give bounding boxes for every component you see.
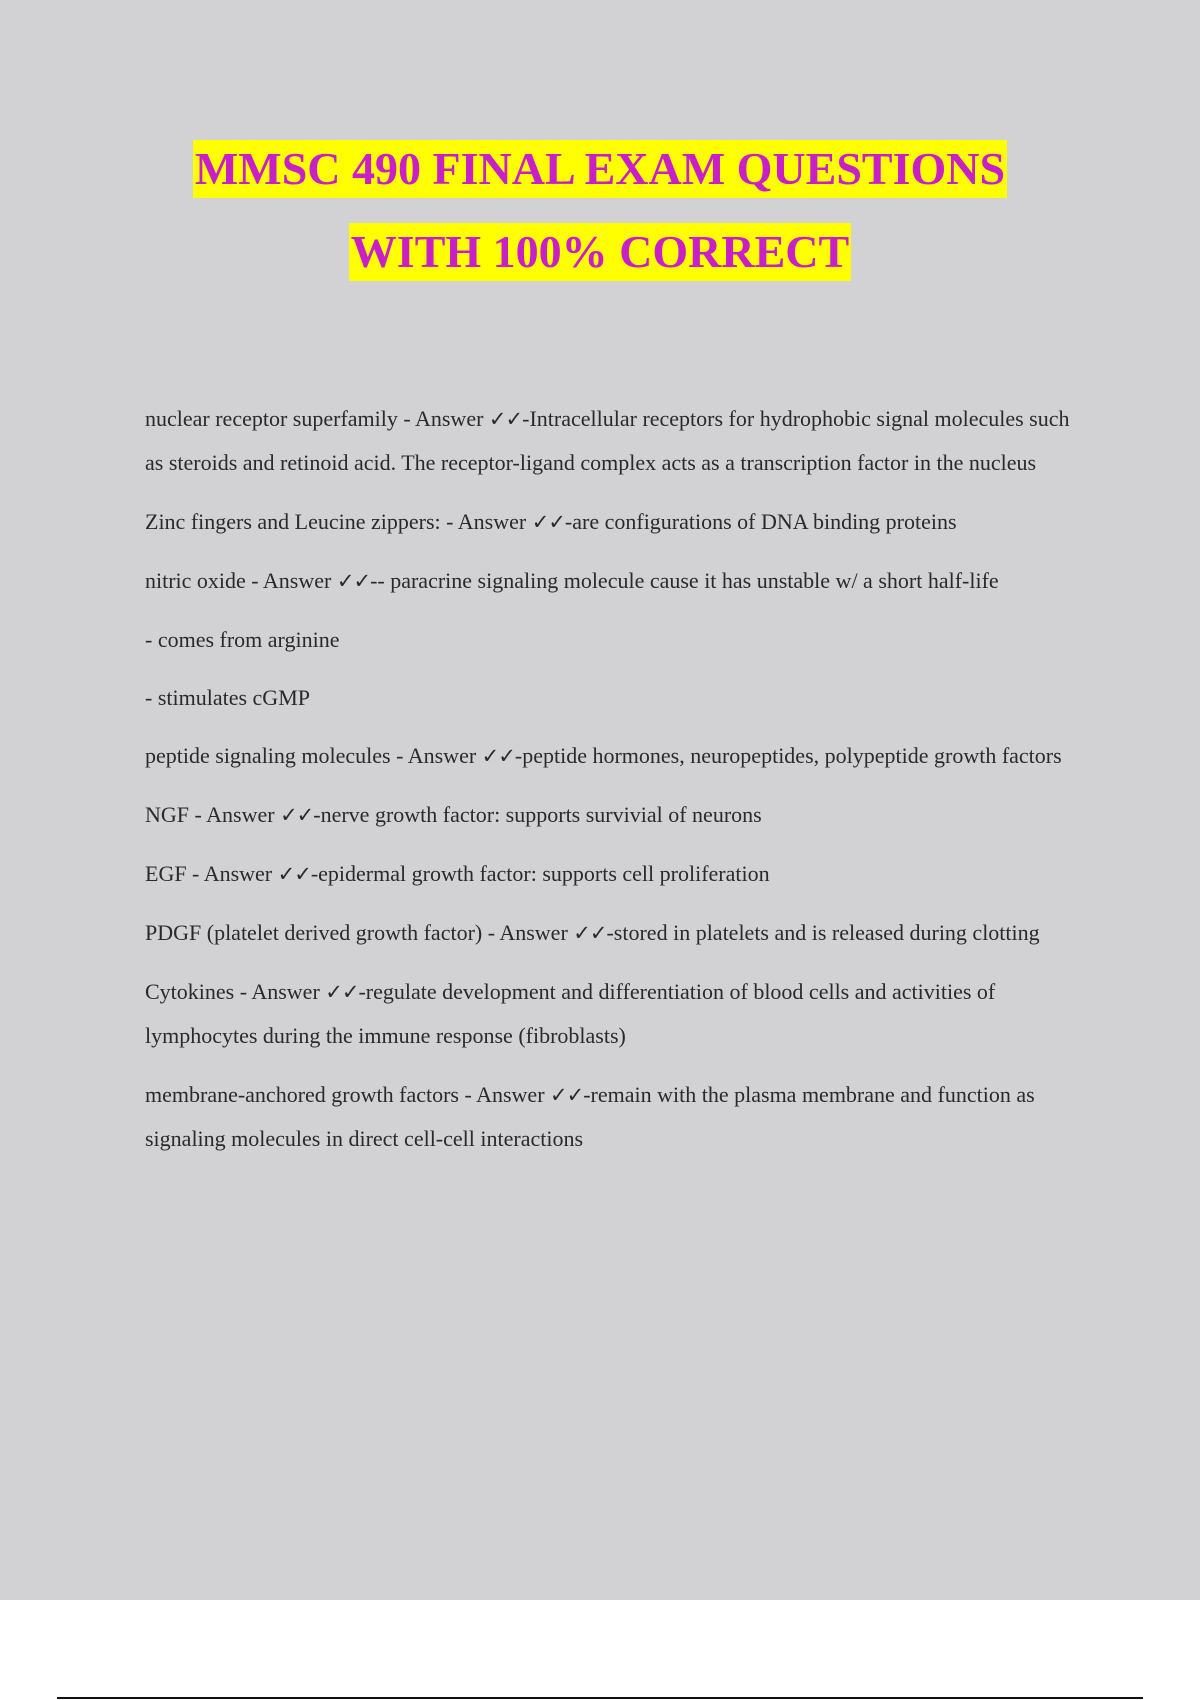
entry-answer: -epidermal growth factor: supports cell proliferation: [310, 861, 770, 886]
entry-answer: -regulate development and differentiation of blood cells and activities of lymphocytes during the immune response (fibroblasts): [145, 979, 996, 1048]
double-check-icon: ✓✓: [573, 921, 607, 945]
answer-label: Answer: [457, 509, 527, 534]
entry-answer: -- paracrine signaling molecule cause it has unstable w/ a short half-life: [370, 568, 999, 593]
title-line-2: WITH 100% CORRECT: [349, 223, 851, 281]
double-check-icon: ✓✓: [488, 407, 523, 431]
qa-subpoint: [145, 618, 1080, 662]
double-check-icon: ✓✓: [531, 510, 565, 534]
qa-list: [145, 397, 1080, 1176]
entry-term: nuclear receptor superfamily -: [145, 406, 415, 431]
qa-entry: [145, 852, 1080, 896]
answer-label: Answer: [476, 1082, 545, 1107]
qa-entry: [145, 397, 1080, 485]
double-check-icon: ✓✓: [325, 980, 359, 1004]
entry-term: Cytokines -: [145, 979, 252, 1004]
entry-term: NGF -: [145, 802, 207, 827]
answer-label: Answer: [251, 979, 320, 1004]
double-check-icon: ✓✓: [481, 744, 515, 768]
entry-answer: -Intracellular receptors for hydrophobic signal molecules such as steroids and retinoid acid. The receptor-ligand complex acts as a transcription factor in the nucleus: [145, 406, 1070, 475]
entry-term: membrane-anchored growth factors -: [145, 1082, 477, 1107]
answer-label: Answer: [262, 568, 332, 593]
answer-label: Answer: [499, 920, 568, 945]
qa-entry: [145, 970, 1080, 1058]
qa-entry: [145, 559, 1080, 603]
qa-entry: [145, 911, 1080, 955]
entry-term: EGF -: [145, 861, 204, 886]
double-check-icon: ✓✓: [550, 1083, 584, 1107]
entry-term: PDGF (platelet derived growth factor) -: [145, 920, 500, 945]
entry-answer: -are configurations of DNA binding proteins: [564, 509, 957, 534]
qa-entry: [145, 1073, 1080, 1161]
entry-answer: -remain with the plasma membrane and function as signaling molecules in direct cell-cell interactions: [145, 1082, 1035, 1151]
title-line-1: MMSC 490 FINAL EXAM QUESTIONS: [193, 140, 1007, 198]
answer-label: Answer: [407, 743, 477, 768]
qa-entry: [145, 500, 1080, 544]
document-title: [0, 140, 1200, 306]
entry-answer: -nerve growth factor: supports survivial of neurons: [313, 802, 762, 827]
entry-term: Zinc fingers and Leucine zippers: -: [145, 509, 458, 534]
subpoint-text: - stimulates cGMP: [145, 685, 310, 710]
entry-answer: -stored in platelets and is released during clotting: [606, 920, 1040, 945]
qa-entry: [145, 734, 1080, 778]
entry-answer: -peptide hormones, neuropeptides, polypeptide growth factors: [514, 743, 1062, 768]
qa-subpoint: [145, 676, 1080, 720]
answer-label: Answer: [203, 861, 273, 886]
footer-divider: [57, 1697, 1143, 1699]
subpoint-text: - comes from arginine: [145, 627, 340, 652]
double-check-icon: ✓✓: [277, 862, 311, 886]
answer-label: Answer: [414, 406, 484, 431]
entry-term: nitric oxide -: [145, 568, 263, 593]
entry-term: peptide signaling molecules -: [145, 743, 408, 768]
double-check-icon: ✓✓: [280, 803, 314, 827]
double-check-icon: ✓✓: [336, 569, 371, 593]
qa-entry: [145, 793, 1080, 837]
answer-label: Answer: [206, 802, 275, 827]
